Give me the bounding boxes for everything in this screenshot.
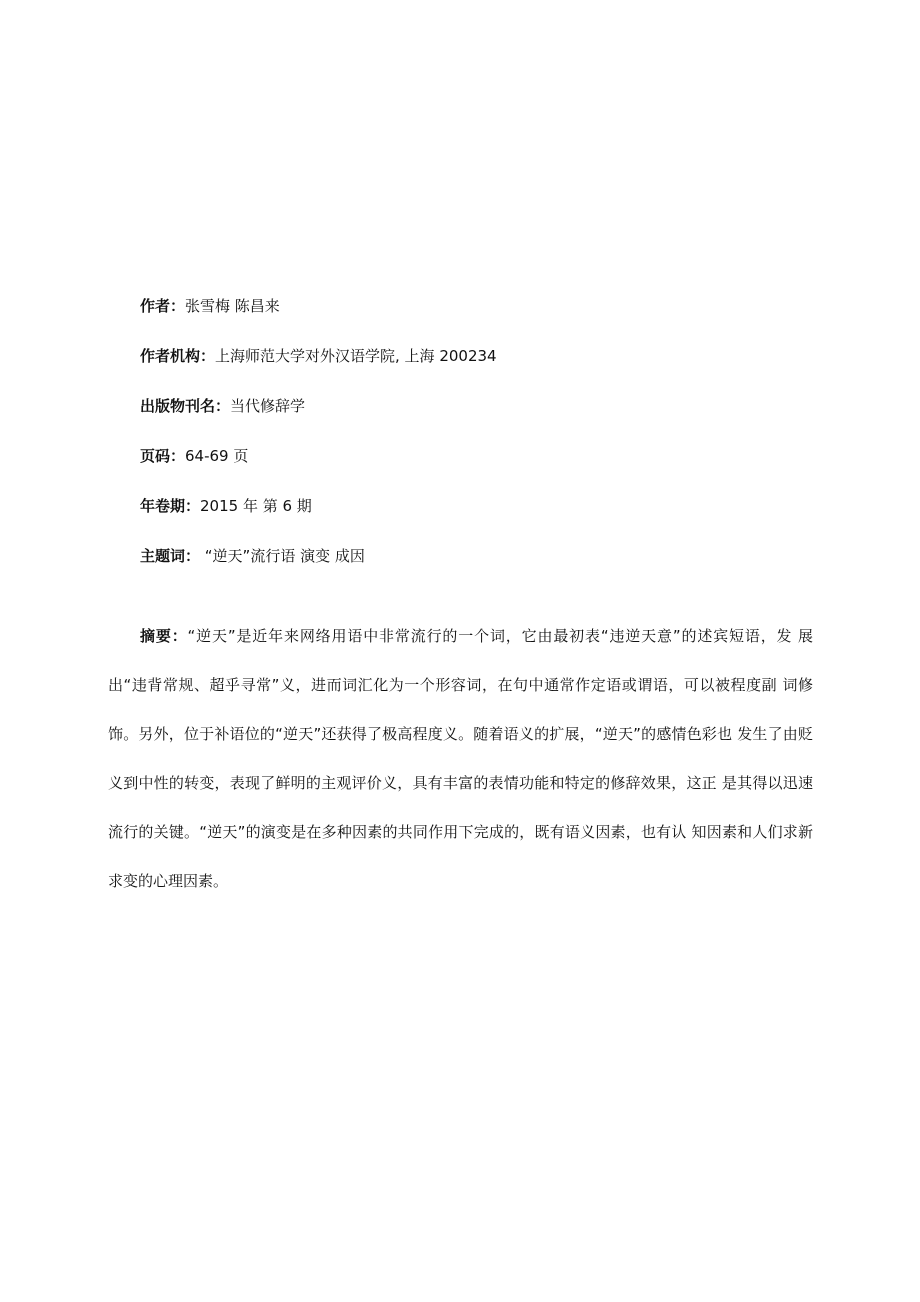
journal-value: 当代修辞学 [230,397,306,415]
abstract-text: “逆天”是近年来网络用语中非常流行的一个词，它由最初表“违逆天意”的述宾短语，发 展出“违背常规、超乎寻常”义，进而词汇化为一个形容词，在句中通常作定语或谓语，可以被程度副 词修饰。另外，位于补语位的“逆天”还获得了极高程度义。随着语义的扩展，“逆天”的感情色彩也 发生了由贬义到中性的转变，表现了鲜明的主观评价义，具有丰富的表情功能和特定的修辞效果，这正 是其得以迅速流行的关键。“逆天”的演变是在多种因素的共同作用下完成的，既有语义因素，也有认 知因素和人们求新求变的心理因素。 [108,627,813,890]
pages-label: 页码： [140,447,186,465]
institution-value: 上海师范大学对外汉语学院, 上海 200234 [215,347,497,365]
author-value: 张雪梅 陈昌来 [185,297,280,315]
pages-value: 64-69 页 [185,447,249,465]
keywords-line [140,542,840,570]
institution-label: 作者机构： [140,347,216,365]
abstract-label: 摘要： [140,627,188,645]
institution-line [140,342,840,370]
journal-line [140,392,840,420]
issue-value: 2015 年 第 6 期 [200,497,312,515]
keywords-value: “逆天”流行语 演变 成因 [200,547,365,565]
article-metadata [140,292,840,592]
abstract-paragraph [108,612,813,906]
author-line [140,292,840,320]
journal-label: 出版物刊名： [140,397,231,415]
author-label: 作者： [140,297,186,315]
keywords-label: 主题词： [140,547,201,565]
pages-line [140,442,840,470]
issue-label: 年卷期： [140,497,201,515]
issue-line [140,492,840,520]
